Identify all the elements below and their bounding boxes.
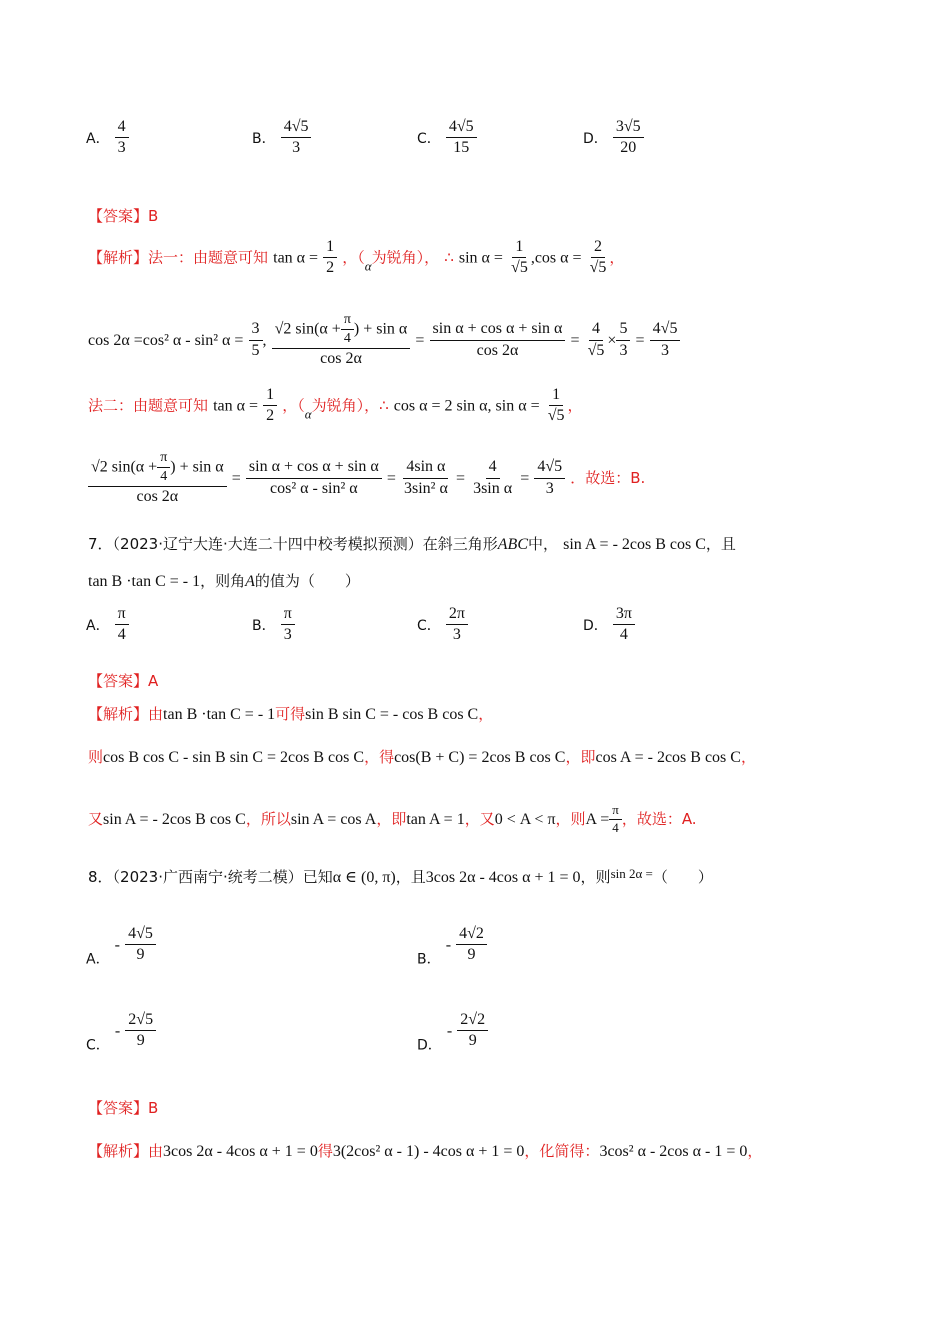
- q8-option-c: C． - $\frac{2√5}{9}$: [86, 1011, 156, 1054]
- q8-option-b: B． - $\frac{4√2}{9}$: [417, 925, 487, 968]
- q6-analysis-line-3: 法二：由题意可知 tan α = $\frac{1}{2}$ ，（$_\alpha$为锐角），∴ cos α = 2 sin α, sin α = $\frac{1}{√5}$ ，: [88, 386, 583, 425]
- q7-stem-line-2: tan B ·tan C = - 1，则角A的值为（ ）: [88, 572, 360, 590]
- q7-analysis-line-2: 则cos B cos C - sin B sin C = 2cos B cos C，得cos(B + C) = 2cos B cos C，即cos A = - 2cos B cos C，: [88, 748, 756, 766]
- option-fraction: $\frac{4√5}{15}$: [446, 118, 477, 158]
- q7-stem-line-1: 7．（2023·辽宁大连·大连二十四中校考模拟预测）在斜三角形ABC中， sin A = - 2cos B cos C，且: [88, 535, 736, 553]
- q6-analysis-line-2: cos 2α =cos² α - sin² α = $\frac{3}{5}$ , √2 sin(α + $\frac{\pi}{4}$ ) + sin α cos 2α = $\frac{\text{sin α + cos α + sin α}}{\cos 2\alpha}$ = $\frac{4}{√5}$ × $\frac{5}{3}$ = $\frac{4√5}{3}$: [88, 312, 680, 369]
- option-label: D．: [583, 130, 608, 147]
- q8-analysis-line-1: 【解析】由3cos 2α - 4cos α + 1 = 0得3(2cos² α - 1) - 4cos α + 1 = 0，化简得：3cos² α - 2cos α - 1 = 0，: [88, 1142, 763, 1160]
- q8-option-d: D． - $\frac{2√2}{9}$: [417, 1011, 488, 1054]
- q6-option-b: [252, 118, 311, 158]
- option-label: C．: [417, 130, 441, 147]
- q8-stem: 8．（2023·广西南宁·统考二模）已知α ∈ (0, π)，且3cos 2α - 4cos α + 1 = 0，则$^{sin 2\alpha =}$（ ）: [88, 866, 713, 886]
- q7-option-b: B． $\frac{\pi}{3}$: [252, 605, 295, 645]
- q8-option-a: A． - $\frac{4√5}{9}$: [86, 925, 156, 968]
- option-fraction: $\frac{3√5}{20}$: [613, 118, 644, 158]
- q7-option-c: C． $\frac{2\pi}{3}$: [417, 605, 468, 645]
- option-fraction: $\frac{4}{3}$: [115, 118, 129, 158]
- q6-option-a: [86, 118, 129, 158]
- option-label: A．: [86, 130, 110, 147]
- q6-answer: 【答案】B: [88, 207, 159, 225]
- q8-answer: 【答案】B: [88, 1099, 159, 1117]
- q6-option-d: [583, 118, 644, 158]
- q6-analysis-line-4: √2 sin(α + $\frac{\pi}{4}$ ) + sin α cos 2α = $\frac{\text{sin α + cos α + sin α}}{\text{cos² α - sin² α}}$ = $\frac{\text{4sin α}}{\text{3sin² α}}$ = $\frac{4}{\text{3sin α}}$ = $\frac{4√5}{3}$ ．故选：B.: [88, 450, 645, 507]
- q7-option-a: A． $\frac{\pi}{4}$: [86, 605, 129, 645]
- q7-answer: 【答案】A: [88, 672, 159, 690]
- q6-analysis-line-1: 【解析】法一：由题意可知 tan α = $\frac{1}{2}$ ，（$_\alpha$为锐角）， ∴ sin α = $\frac{1}{√5}$ ,cos α = $\frac{2}{√5}$ ，: [88, 238, 625, 277]
- q7-analysis-line-1: 【解析】由tan B ·tan C = - 1可得sin B sin C = - cos B cos C，: [88, 705, 494, 723]
- q7-analysis-line-3: 又sin A = - 2cos B cos C，所以sin A = cos A，即tan A = 1，又0 < A < π，则A = $\frac{\pi}{4}$ ，故选：A.: [88, 802, 697, 835]
- option-label: B．: [252, 130, 276, 147]
- q7-option-d: D． $\frac{3\pi}{4}$: [583, 605, 635, 645]
- q6-option-c: [417, 118, 477, 158]
- option-fraction: $\frac{4√5}{3}$: [281, 118, 312, 158]
